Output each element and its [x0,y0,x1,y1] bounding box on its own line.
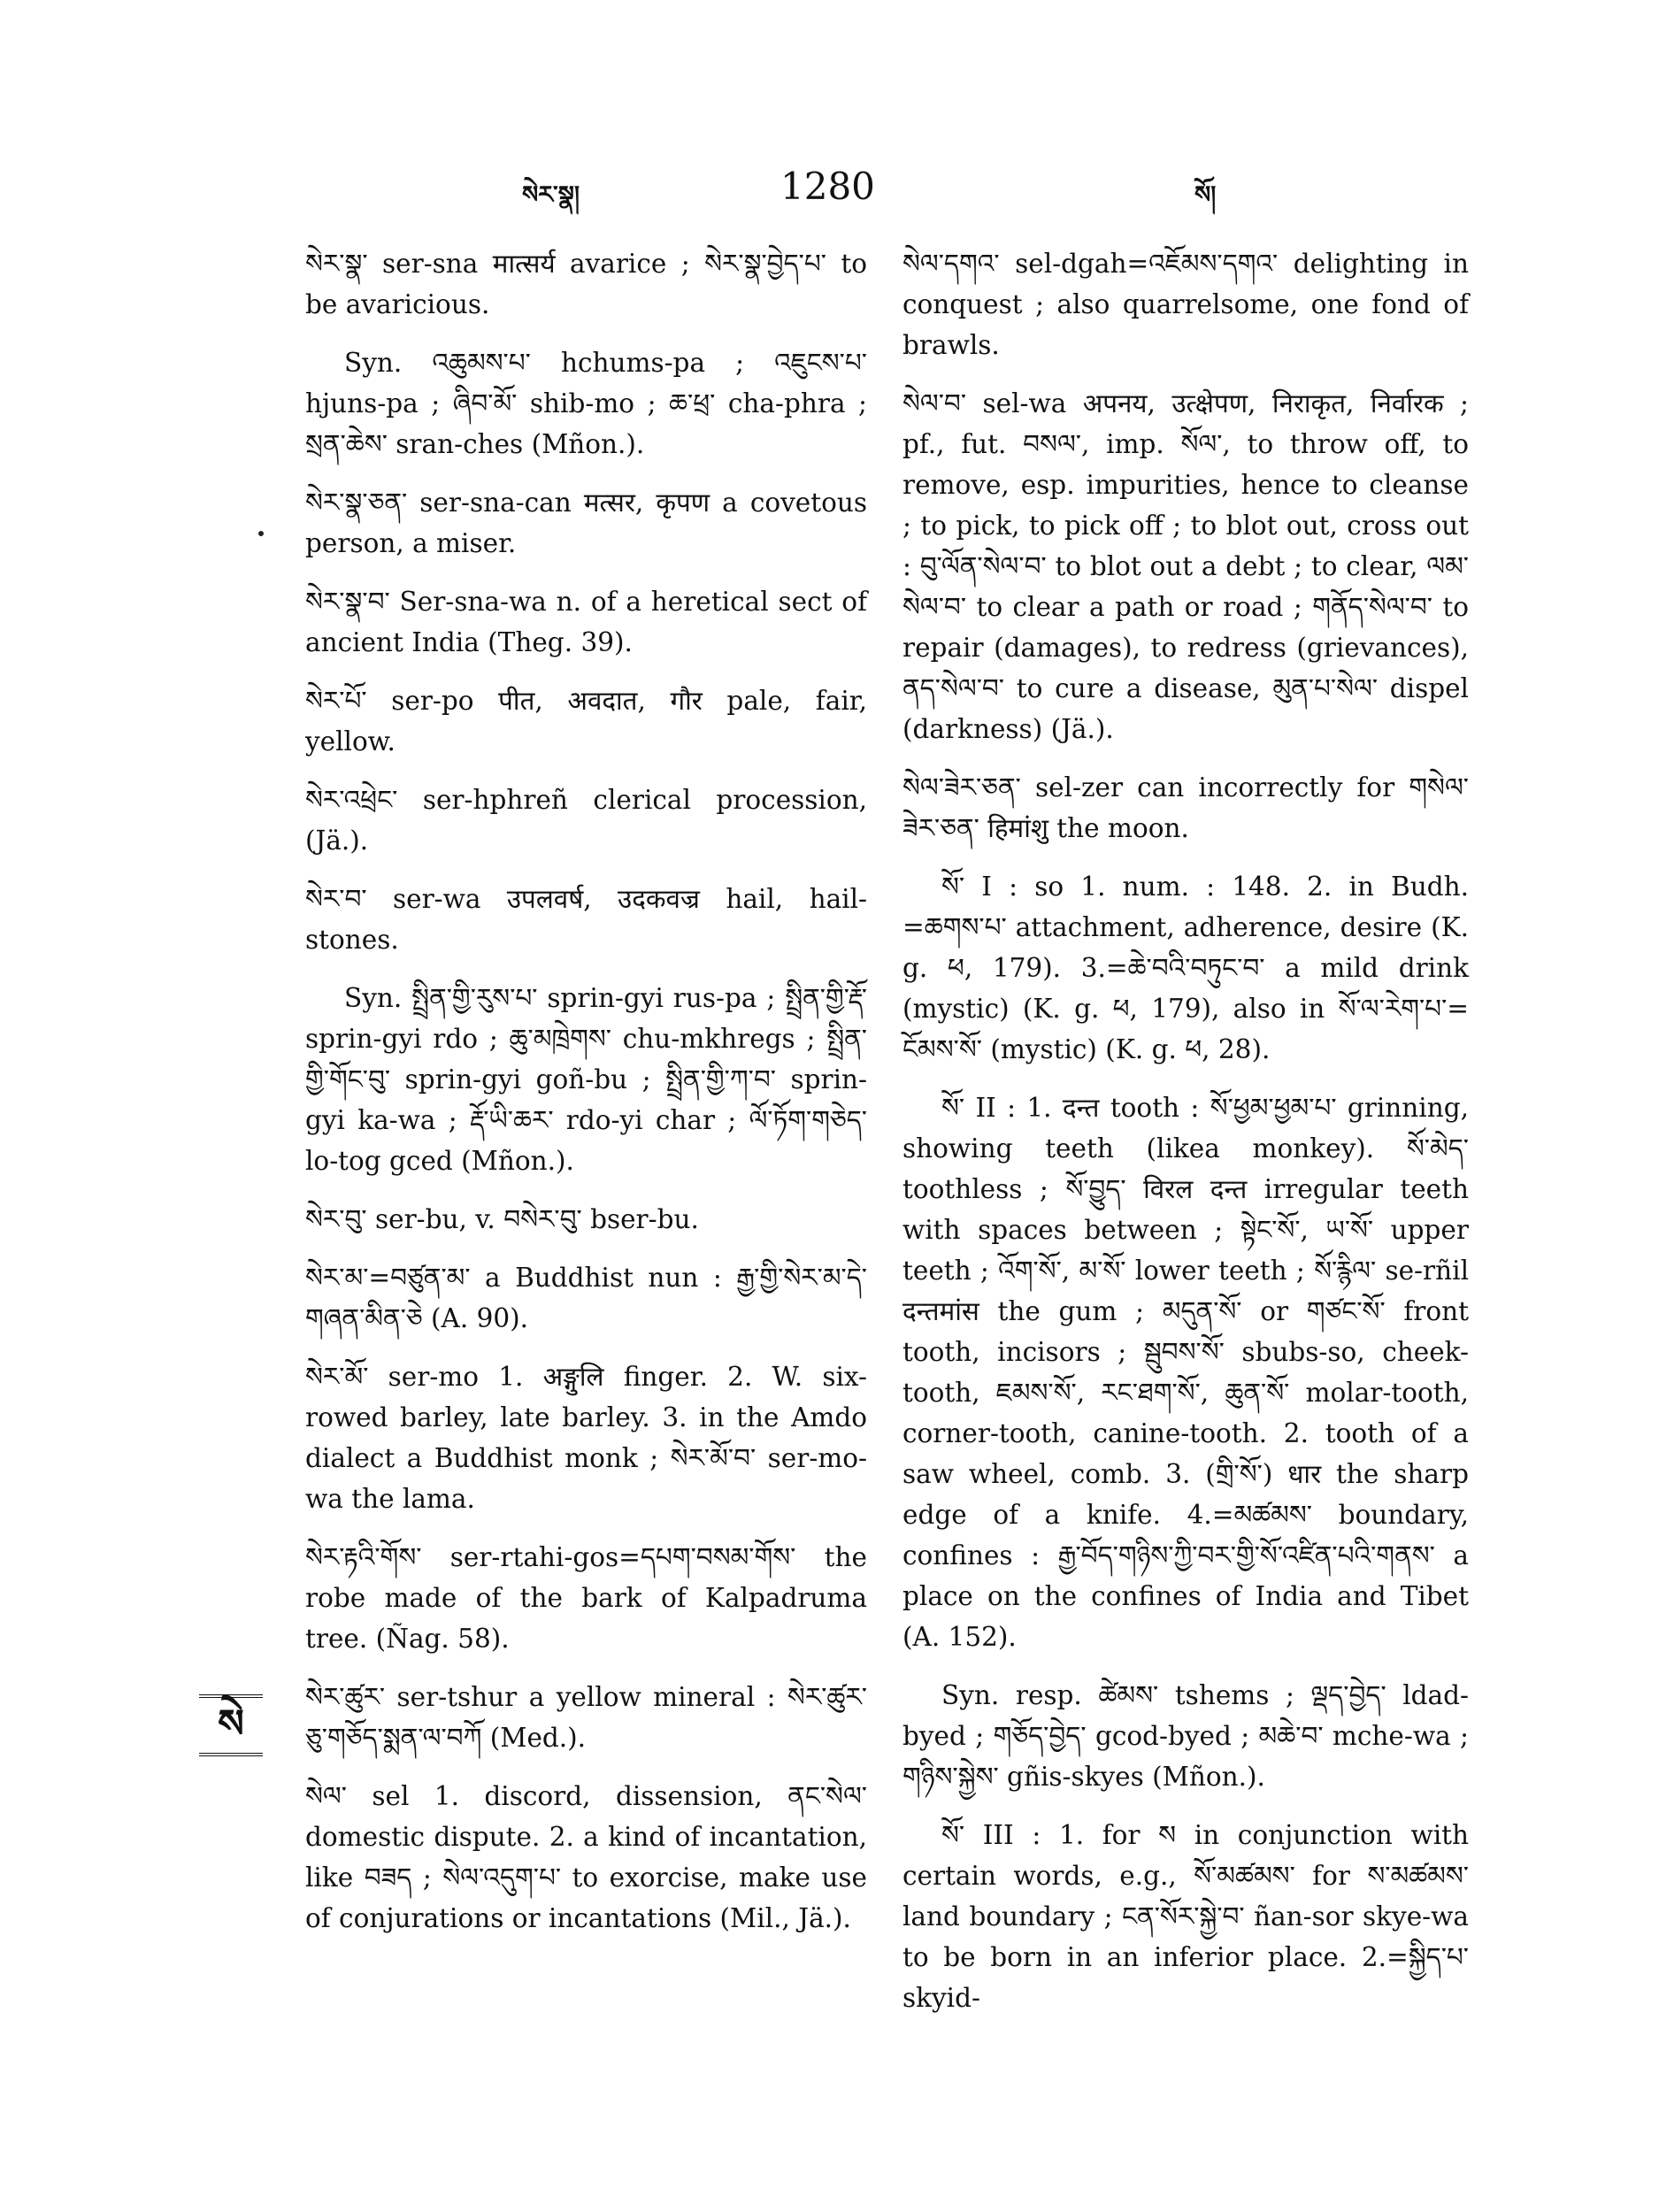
entry: སེར་ཚུར་ ser-tshur a yellow mineral : སེར་ཚུར་ཅུ་གཅོད་སྨན་ལ་བཀོ (Med.). [305,1682,867,1753]
entry: Syn. resp. ཚེམས་ tshems ; ལྡད་བྱེད་ ldad-byed ; གཅོད་བྱེད་ gcod-byed ; མཆེ་བ་ mche-wa ; གཉིས་སྐྱེས་ gñis-skyes (Mñon.). [902,1680,1469,1792]
entry: སེར་མོ་ ser-mo 1. अङ्गुलि finger. 2. W. six-rowed barley, late barley. 3. in the Amdo dialect a Buddhist monk ; སེར་མོ་བ་ ser-mo-wa the lama. [305,1362,867,1514]
entry: སོ་ III : 1. for ས in conjunction with certain words, e.g., སོ་མཚམས་ for ས་མཚམས་ land boundary ; ངན་སོར་སྐྱེ་བ་ ñan-sor skye-wa to be born in an inferior place. 2.=སྐྱིད་པ་ skyid- [902,1820,1469,2013]
entry: སེལ་དགའ་ sel-dgah=འཇོམས་དགའ་ delighting in conquest ; also quarrelsome, one fond of brawls. [902,249,1469,360]
entry: Syn. འཆུམས་པ་ hchums-pa ; འཇུངས་པ་ hjuns-pa ; ཞིབ་མོ་ shib-mo ; ཆ་ཕྲ་ cha-phra ; སྲན་ཆེས་ sran-ches (Mñon.). [305,348,867,459]
entry: Syn. སྤྲིན་གྱི་རུས་པ་ sprin-gyi rus-pa ; སྤྲིན་གྱི་རྡོ་ sprin-gyi rdo ; ཆུ་མཁྲེགས་ chu-mkhregs ; སྤྲིན་གྱི་གོང་བུ་ sprin-gyi goñ-bu ; སྤྲིན་གྱི་ཀ་བ་ sprin-gyi ka-wa ; རྡོ་ཡི་ཆར་ rdo-yi char ; ལོ་ཏོག་གཅེད་ lo-tog gced (Mñon.). [305,983,867,1176]
left-column [305,243,867,1956]
entry: སེར་རྟའི་གོས་ ser-rtahi-gos=དཔག་བསམ་གོས་ the robe made of the bark of Kalpadruma tree. (Ñag. 58). [305,1542,867,1654]
entry: སེར་སྣ་ཅན་ ser-sna-can मत्सर, कृपण a covetous person, a miser. [305,488,867,558]
header-left-word: སེར་སྣ། [522,181,580,209]
entry: སེར་བུ་ ser-bu, v. བསེར་བུ་ bser-bu. [305,1204,699,1234]
entry: སེར་བ་ ser-wa उपलवर्ष, उदकवज्र hail, hail-stones. [305,884,867,955]
section-margin-marker: སེ [199,1694,263,1756]
entry: སེར་སྣ་ ser-sna मात्सर्य avarice ; སེར་སྣ་བྱེད་པ་ to be avaricious. [305,249,867,319]
entry: སེལ་ sel 1. discord, dissension, ནང་སེལ་ domestic dispute. 2. a kind of incantation, like བཟད ; སེལ་འདུག་པ་ to exorcise, make use of conjurations or incantations (Mil., Jä.). [305,1781,867,1933]
header-right-word: སོ། [1194,181,1217,209]
entry: སེལ་བ་ sel-wa अपनय, उत्क्षेपण, निराकृत, निर्वारक ; pf., fut. བསལ་, imp. སོལ་, to throw off, to remove, esp. impurities, hence to cleanse ; to pick, to pick off ; to blot out, cross out : བུ་ལོན་སེལ་བ་ to blot out a debt ; to clear, ལམ་སེལ་བ་ to clear a path or road ; གནོད་སེལ་བ་ to repair (damages), to redress (grievances), ནད་སེལ་བ་ to cure a disease, མུན་པ་སེལ་ dispel (darkness) (Jä.). [902,388,1469,744]
entry: སོ་ I : so 1. num. : 148. 2. in Budh. =ཆགས་པ་ attachment, adherence, desire (K. g. ཕ, 179). 3.=ཆེ་བའི་བཏུང་བ་ a mild drink (mystic) (K. g. ཕ, 179), also in སོ་ལ་རེག་པ་= ངོམས་སོ་ (mystic) (K. g. ཕ, 28). [902,872,1469,1064]
entry: སེར་པོ་ ser-po पीत, अवदात, गौर pale, fair, yellow. [305,686,867,757]
entry: སོ་ II : 1. दन्त tooth : སོ་ཕྱམ་ཕྱམ་པ་ grinning, showing teeth (likea monkey). སོ་མེད་ toothless ; སོ་བྱུད་ विरल दन्त irregular teeth with spaces between ; སྟེང་སོ་, ཡ་སོ་ upper teeth ; འོག་སོ་, མ་སོ་ lower teeth ; སོ་རྙིལ་ se-rñil दन्तमांस the gum ; མདུན་སོ་ or གཙང་སོ་ front tooth, incisors ; སྦུབས་སོ་ sbubs-so, cheek-tooth, ཇམས་སོ་, རང་ཐག་སོ་, ཆུན་སོ་ molar-tooth, corner-tooth, canine-tooth. 2. tooth of a saw wheel, comb. 3. (གྲི་སོ་) धार the sharp edge of a knife. 4.=མཚམས་ boundary, confines : རྒྱ་བོད་གཉིས་ཀྱི་བར་གྱི་སོ་འཛིན་པའི་གནས་ a place on the confines of India and Tibet (A. 152). [902,1093,1469,1652]
page-number: 1280 [780,165,875,208]
entry: སེར་སྣ་བ་ Ser-sna-wa n. of a heretical sect of ancient India (Theg. 39). [305,587,867,657]
page-header [0,165,1659,221]
margin-dot [258,531,264,536]
entry: སེར་འཕྲེང་ ser-hphreñ clerical procession, (Jä.). [305,785,867,856]
right-column [902,243,1469,2036]
entry: སེར་མ་=བཙུན་མ་ a Buddhist nun : རྒྱ་གྱི་སེར་མ་དེ་གཞན་མིན་ཅེ (A. 90). [305,1263,867,1333]
entry: སེལ་ཟེར་ཅན་ sel-zer can incorrectly for གསེལ་ཟེར་ཅན་ हिमांशु the moon. [902,772,1469,843]
